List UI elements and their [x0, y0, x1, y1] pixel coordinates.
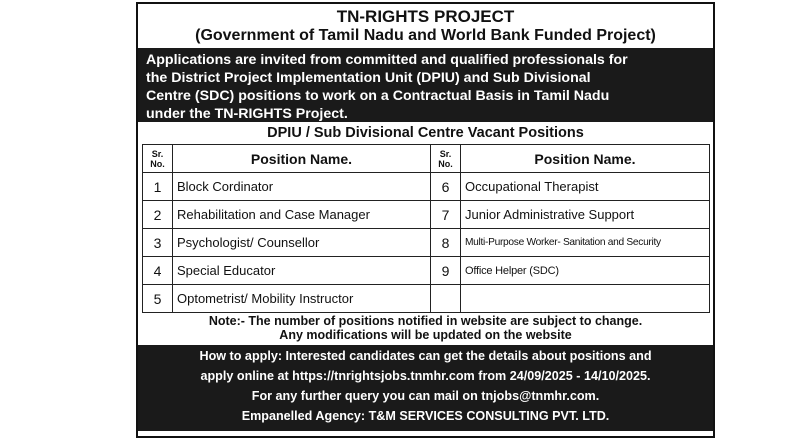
- positions-heading: DPIU / Sub Divisional Centre Vacant Positions: [267, 125, 584, 141]
- job-advertisement: [136, 2, 715, 438]
- sr-number: 4: [143, 257, 173, 285]
- position-name: Psychologist/ Counsellor: [173, 229, 431, 257]
- apply-block: [138, 345, 713, 431]
- sr-number: 9: [431, 257, 461, 285]
- position-name: [461, 285, 710, 313]
- position-name: Rehabilitation and Case Manager: [173, 201, 431, 229]
- table-row: [143, 257, 710, 285]
- intro-block: [138, 48, 713, 122]
- table-row: [143, 285, 710, 313]
- sr-number: 7: [431, 201, 461, 229]
- position-name: Optometrist/ Mobility Instructor: [173, 285, 431, 313]
- page-title: TN-RIGHTS PROJECT: [336, 7, 515, 26]
- apply-line: For any further query you can mail on tnjobs@tnmhr.com.: [251, 389, 600, 403]
- note-block: [138, 313, 713, 345]
- intro-line: under the TN-RIGHTS Project.: [146, 106, 348, 122]
- position-name: Office Helper (SDC): [461, 257, 710, 285]
- position-name: Multi-Purpose Worker- Sanitation and Security: [461, 229, 710, 257]
- sr-header: Sr. No.: [143, 145, 173, 173]
- intro-line: Applications are invited from committed and qualified professionals for: [146, 52, 628, 68]
- intro-line: Centre (SDC) positions to work on a Contractual Basis in Tamil Nadu: [146, 88, 610, 104]
- sr-number: 1: [143, 173, 173, 201]
- position-name: Occupational Therapist: [461, 173, 710, 201]
- intro-line: the District Project Implementation Unit (DPIU) and Sub Divisional: [146, 70, 591, 86]
- position-name: Block Cordinator: [173, 173, 431, 201]
- table-row: [143, 173, 710, 201]
- position-name: Special Educator: [173, 257, 431, 285]
- apply-line: apply online at https://tnrightsjobs.tnmhr.com from 24/09/2025 - 14/10/2025.: [200, 369, 651, 383]
- ad-header: [138, 4, 713, 45]
- apply-line: How to apply: Interested candidates can get the details about positions and: [199, 349, 652, 363]
- positions-table: [142, 144, 710, 313]
- table-header-row: [143, 145, 710, 173]
- sr-header: Sr. No.: [431, 145, 461, 173]
- note-line: Note:- The number of positions notified in website are subject to change.: [208, 314, 643, 328]
- position-header: Position Name.: [173, 145, 431, 173]
- table-row: [143, 229, 710, 257]
- sr-number: 5: [143, 285, 173, 313]
- page-subtitle: (Government of Tamil Nadu and World Bank Funded Project): [195, 27, 656, 44]
- sr-number: 2: [143, 201, 173, 229]
- position-name: Junior Administrative Support: [461, 201, 710, 229]
- sr-number: [431, 285, 461, 313]
- sr-number: 6: [431, 173, 461, 201]
- sr-number: 3: [143, 229, 173, 257]
- agency-line: Empanelled Agency: T&M SERVICES CONSULTING PVT. LTD.: [241, 409, 610, 423]
- sr-number: 8: [431, 229, 461, 257]
- position-header: Position Name.: [461, 145, 710, 173]
- note-line: Any modifications will be updated on the website: [279, 328, 572, 342]
- table-row: [143, 201, 710, 229]
